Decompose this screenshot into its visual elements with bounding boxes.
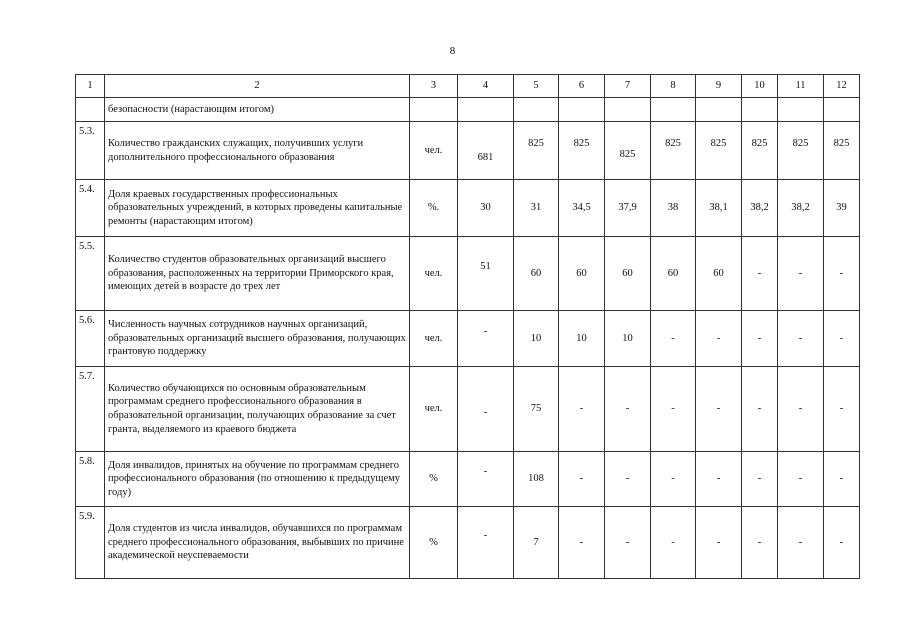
value-cell: - (605, 367, 651, 452)
value-cell: - (605, 507, 651, 579)
value-text: 51 (480, 260, 491, 272)
row-number: 5.4. (76, 180, 105, 237)
value-cell: - (824, 311, 860, 367)
value-cell: 60 (696, 237, 742, 311)
value-cell: - (559, 507, 605, 579)
col-header-4: 4 (458, 75, 514, 98)
value-cell: 30 (458, 180, 514, 237)
value-cell: 7 (514, 507, 559, 579)
value-text: 825 (710, 137, 727, 149)
table-row (76, 311, 860, 367)
value-cell (696, 98, 742, 122)
table-row (76, 180, 860, 237)
value-cell (824, 122, 860, 180)
value-cell: 60 (651, 237, 696, 311)
value-cell: 10 (605, 311, 651, 367)
value-cell: - (778, 452, 824, 507)
value-text: - (483, 407, 488, 419)
unit-cell: % (410, 507, 458, 579)
value-cell (514, 98, 559, 122)
value-cell (458, 311, 514, 367)
value-text: 825 (573, 137, 590, 149)
header-row (76, 75, 860, 98)
value-cell (559, 98, 605, 122)
value-cell: 38,2 (778, 180, 824, 237)
col-header-2: 2 (105, 75, 410, 98)
value-cell: - (824, 507, 860, 579)
value-text: 825 (665, 137, 681, 149)
value-cell: - (778, 367, 824, 452)
value-cell: - (696, 452, 742, 507)
col-header-8: 8 (651, 75, 696, 98)
indicator-name: Доля краевых государственных профессиональных образовательных учреждений, в которых проведены капитальные ремонты (нарастающим итогом) (105, 180, 410, 237)
table-row (76, 452, 860, 507)
col-header-12: 12 (824, 75, 860, 98)
col-header-9: 9 (696, 75, 742, 98)
table-row (76, 237, 860, 311)
col-header-1: 1 (76, 75, 105, 98)
value-cell: - (696, 507, 742, 579)
value-cell: 38 (651, 180, 696, 237)
value-cell (742, 98, 778, 122)
value-cell (651, 98, 696, 122)
row-number: 5.9. (76, 507, 105, 579)
value-cell (458, 367, 514, 452)
value-cell: - (651, 367, 696, 452)
value-cell: - (742, 367, 778, 452)
indicator-name: Доля инвалидов, принятых на обучение по программам среднего профессионального образования (по отношению к предыдущему году) (105, 452, 410, 507)
indicators-table (75, 74, 860, 579)
value-cell: - (778, 237, 824, 311)
value-text: 825 (792, 137, 809, 149)
unit-cell: чел. (410, 237, 458, 311)
value-text: - (483, 325, 488, 337)
table-row (76, 507, 860, 579)
page-number: 8 (449, 45, 456, 57)
value-cell (458, 237, 514, 311)
value-cell: - (742, 237, 778, 311)
value-cell: 38,1 (696, 180, 742, 237)
indicator-name: Количество обучающихся по основным образовательным программам среднего профессионального образования в образовательной организации, получающих образование за счет гранта, выделяемого из краевого бюджета (105, 367, 410, 452)
col-header-5: 5 (514, 75, 559, 98)
value-cell (651, 122, 696, 180)
value-cell: 10 (514, 311, 559, 367)
indicator-name: Количество студентов образовательных организаций высшего образования, расположенных на территории Приморского края, имеющих детей в возрасте до трех лет (105, 237, 410, 311)
value-cell: - (696, 367, 742, 452)
value-text: 825 (619, 148, 636, 160)
table-row (76, 367, 860, 452)
value-cell: - (824, 237, 860, 311)
value-cell: - (559, 452, 605, 507)
value-cell: - (651, 311, 696, 367)
value-cell: 108 (514, 452, 559, 507)
value-cell (458, 452, 514, 507)
value-cell (605, 98, 651, 122)
col-header-6: 6 (559, 75, 605, 98)
value-text: - (483, 466, 488, 478)
unit-cell: %. (410, 180, 458, 237)
value-text: - (483, 529, 488, 541)
table-row (76, 98, 860, 122)
value-cell: - (742, 507, 778, 579)
value-text: 825 (751, 137, 768, 149)
value-cell: - (778, 507, 824, 579)
unit-cell (410, 98, 458, 122)
unit-cell: чел. (410, 367, 458, 452)
unit-cell: чел. (410, 122, 458, 180)
value-cell: - (824, 452, 860, 507)
value-cell (559, 122, 605, 180)
row-number: 5.6. (76, 311, 105, 367)
indicator-name: Доля студентов из числа инвалидов, обучавшихся по программам среднего профессионального образования, выбывших по причине академической неуспеваемости (105, 507, 410, 579)
row-number: 5.5. (76, 237, 105, 311)
unit-cell: % (410, 452, 458, 507)
value-cell: 39 (824, 180, 860, 237)
indicator-name: Численность научных сотрудников научных организаций, образовательных организаций высшего образования, получающих грантовую поддержку (105, 311, 410, 367)
value-cell (824, 98, 860, 122)
value-text: 825 (528, 137, 544, 149)
value-cell (514, 122, 559, 180)
value-cell: - (696, 311, 742, 367)
value-cell: 34,5 (559, 180, 605, 237)
indicator-name: безопасности (нарастающим итогом) (105, 98, 410, 122)
col-header-3: 3 (410, 75, 458, 98)
value-text: 681 (477, 151, 494, 163)
col-header-11: 11 (778, 75, 824, 98)
value-cell (778, 122, 824, 180)
value-cell: 60 (605, 237, 651, 311)
value-cell (458, 122, 514, 180)
value-cell (605, 122, 651, 180)
row-number: 5.8. (76, 452, 105, 507)
value-cell: 10 (559, 311, 605, 367)
indicator-name: Количество гражданских служащих, получивших услуги дополнительного профессионального образования (105, 122, 410, 180)
unit-cell: чел. (410, 311, 458, 367)
table-row (76, 122, 860, 180)
value-cell (778, 98, 824, 122)
value-cell (458, 98, 514, 122)
value-cell: 31 (514, 180, 559, 237)
value-cell: - (559, 367, 605, 452)
value-cell: 60 (514, 237, 559, 311)
col-header-7: 7 (605, 75, 651, 98)
value-cell: - (651, 507, 696, 579)
value-cell: - (651, 452, 696, 507)
value-cell (458, 507, 514, 579)
row-number (76, 98, 105, 122)
value-text: 825 (833, 137, 850, 149)
value-cell: - (778, 311, 824, 367)
value-cell: - (605, 452, 651, 507)
value-cell: - (742, 311, 778, 367)
value-cell: - (742, 452, 778, 507)
value-cell: 37,9 (605, 180, 651, 237)
row-number: 5.7. (76, 367, 105, 452)
col-header-10: 10 (742, 75, 778, 98)
row-number: 5.3. (76, 122, 105, 180)
value-cell (742, 122, 778, 180)
value-cell: 75 (514, 367, 559, 452)
value-cell: 60 (559, 237, 605, 311)
value-cell: 38,2 (742, 180, 778, 237)
value-cell (696, 122, 742, 180)
value-cell: - (824, 367, 860, 452)
